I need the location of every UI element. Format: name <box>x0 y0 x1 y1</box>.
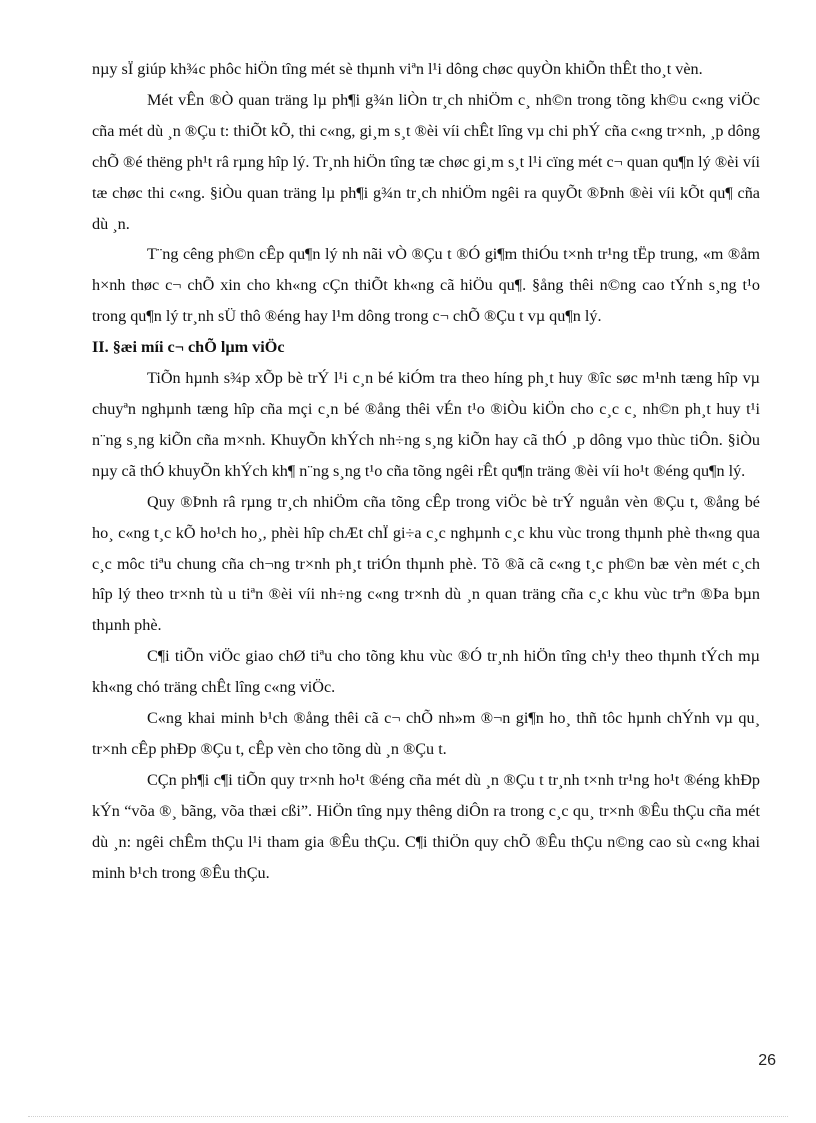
paragraph-7: C«ng khai minh b¹ch ®ång thêi cã c¬ chÕ nh»m ®¬n gi¶n ho¸ thñ tôc hµnh chÝnh vµ qu¸ tr×nh cÊp phÐp ®Çu t, cÊp vèn cho tõng dù ¸n ®Çu t. <box>92 709 760 758</box>
paragraph-5: Quy ®Þnh râ rµng tr¸ch nhiÖm cña tõng cÊp trong viÖc bè trÝ nguån vèn ®Çu t, ®ång bé ho¸ c«ng t¸c kÕ ho¹ch ho¸, phèi hîp chÆt chÏ gi÷a c¸c nghµnh c¸c khu vùc trong thµnh phè th«ng qua c¸c môc tiªu chung cña ch¬ng tr×nh ph¸t triÓn thµnh phè. Tõ ®ã cã c«ng t¸c ph©n bæ vèn mét c¸ch hîp lý theo tr×nh tù u tiªn ®èi víi nh÷ng c«ng tr×nh dù ¸n quan träng cña c¸c khu vùc trªn ®Þa bµn thµnh phè. <box>92 492 760 635</box>
paragraph-2: Mét vÊn ®Ò quan träng lµ ph¶i g¾n liÒn tr¸ch nhiÖm c¸ nh©n trong tõng kh©u c«ng viÖc cña mét dù ¸n ®Çu t: thiÕt kÕ, thi c«ng, gi¸m s¸t ®èi víi chÊt lîng vµ chi phÝ cña c«ng tr×nh, ¸p dông chÕ ®é thëng ph¹t râ rµng hîp lý. Tr¸nh hiÖn tîng tæ chøc gi¸m s¸t l¹i cïng mét c¬ quan qu¶n lý ®èi víi tæ chøc thi c«ng. §iÒu quan träng lµ ph¶i g¾n tr¸ch nhiÖm ngêi ra quyÕt ®Þnh ®èi víi kÕt qu¶ cña dù ¸n. <box>92 90 760 233</box>
paragraph-4: TiÕn hµnh s¾p xÕp bè trÝ l¹i c¸n bé kiÓm tra theo híng ph¸t huy ®îc søc m¹nh tæng hîp vµ chuyªn nghµnh tæng hîp cña mçi c¸n bé ®ång thêi vÉn t¹o ®iÒu kiÖn cho c¸c c¸ nh©n ph¸t huy t¹i n¨ng s¸ng kiÕn cña m×nh. KhuyÕn khÝch nh÷ng s¸ng kiÕn hay cã thÓ ¸p dông vµo thùc tiÔn. §iÒu nµy cã thÓ khuyÕn khÝch kh¶ n¨ng s¸ng t¹o cña tõng ngêi rÊt qu¶n träng ®èi víi ho¹t ®éng qu¶n lý. <box>92 369 760 480</box>
section-heading: II. §æi míi c¬ chÕ lµm viÖc <box>92 338 285 357</box>
paragraph-3: T¨ng cêng ph©n cÊp qu¶n lý nh nãi vÒ ®Çu t ®Ó gi¶m thiÓu t×nh tr¹ng tËp trung, «m ®åm h×nh thøc c¬ chÕ xin cho kh«ng cÇn thiÕt kh«ng cã hiÖu qu¶. §ång thêi n©ng cao tÝnh s¸ng t¹o trong qu¶n lý tr¸nh sÜ thô ®éng hay l¹m dông trong c¬ chÕ ®Çu t vµ qu¶n lý. <box>92 245 760 326</box>
page-number: 26 <box>758 1052 776 1069</box>
paragraph-8: CÇn ph¶i c¶i tiÕn quy tr×nh ho¹t ®éng cña mét dù ¸n ®Çu t tr¸nh t×nh tr¹ng ho¹t ®éng khÐp kÝn “võa ®¸ bãng, võa thæi cßi”. HiÖn tîng nµy thêng diÔn ra trong c¸c qu¸ tr×nh ®Êu thÇu cña mét dù ¸n: ngêi chÊm thÇu l¹i tham gia ®Êu thÇu. C¶i thiÖn quy chÕ ®Êu thÇu n©ng cao sù c«ng khai minh b¹ch trong ®Êu thÇu. <box>92 770 760 882</box>
paragraph-1: nµy sÏ giúp kh¾c phôc hiÖn tîng mét sè thµnh viªn l¹i dông chøc quyÒn khiÕn thÊt tho¸t vèn. <box>92 60 703 78</box>
paragraph-6: C¶i tiÕn viÖc giao chØ tiªu cho tõng khu vùc ®Ó tr¸nh hiÖn tîng ch¹y theo thµnh tÝch mµ kh«ng chó träng chÊt lîng c«ng viÖc. <box>92 647 760 697</box>
document-body <box>92 54 760 888</box>
footer-divider <box>28 1116 788 1117</box>
